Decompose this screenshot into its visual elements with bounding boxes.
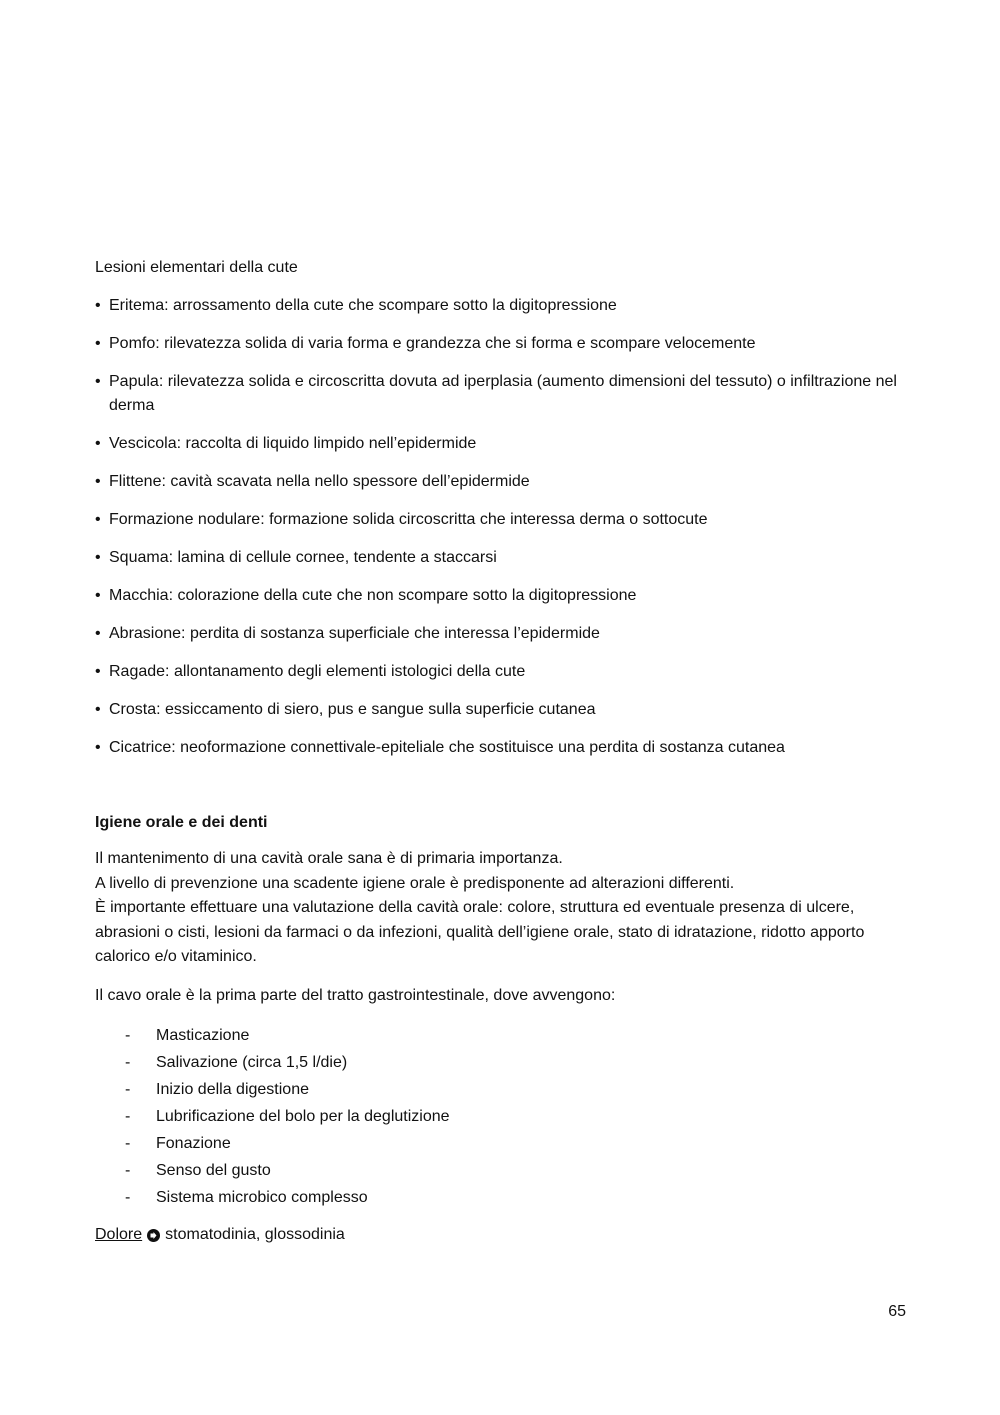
list-item: [95, 432, 910, 456]
section-heading: Igiene orale e dei denti: [95, 814, 268, 831]
dash-marker: -: [125, 1189, 131, 1206]
bullet-marker: •: [95, 335, 101, 352]
bullet-marker: •: [95, 473, 101, 490]
list-item: [95, 1157, 910, 1184]
list-item: [95, 622, 910, 646]
list-item: [95, 470, 910, 494]
list-item-text: Vescicola: raccolta di liquido limpido nell’epidermide: [109, 435, 477, 452]
list-item: [95, 1103, 910, 1130]
list-item: [95, 546, 910, 570]
list-item-text: Lubrificazione del bolo per la deglutizione: [156, 1108, 450, 1125]
bullet-marker: •: [95, 625, 101, 642]
list-item-text: Papula: rilevatezza solida e circoscritta dovuta ad iperplasia (aumento dimensioni del tessuto) o infiltrazione nel derma: [109, 373, 897, 414]
list-item-text: Formazione nodulare: formazione solida circoscritta che interessa derma o sottocute: [109, 511, 708, 528]
list-item: [95, 584, 910, 608]
dash-marker: -: [125, 1054, 131, 1071]
pain-line: [95, 1223, 910, 1247]
list-item: [95, 698, 910, 722]
functions-intro: Il cavo orale è la prima parte del tratto gastrointestinale, dove avvengono:: [95, 986, 616, 1004]
bullet-marker: •: [95, 373, 101, 390]
pain-label: Dolore: [95, 1226, 143, 1243]
list-item-text: Pomfo: rilevatezza solida di varia forma e grandezza che si forma e scompare velocemente: [109, 335, 756, 352]
bullet-marker: •: [95, 701, 101, 718]
list-item-text: Ragade: allontanamento degli elementi istologici della cute: [109, 663, 526, 680]
list-item: [95, 508, 910, 532]
list-item: [95, 1184, 910, 1211]
list-item-text: Sistema microbico complesso: [156, 1189, 368, 1206]
paragraph-line: Il mantenimento di una cavità orale sana è di primaria importanza.: [95, 850, 563, 867]
list-item-text: Cicatrice: neoformazione connettivale-epiteliale che sostituisce una perdita di sostanza cutanea: [109, 739, 785, 756]
list-item-text: Inizio della digestione: [156, 1081, 309, 1098]
bullet-marker: •: [95, 435, 101, 452]
list-item-text: Masticazione: [156, 1027, 250, 1044]
bullet-marker: •: [95, 511, 101, 528]
paragraph-line: A livello di prevenzione una scadente igiene orale è predisponente ad alterazioni differenti.: [95, 874, 735, 892]
bullet-marker: •: [95, 739, 101, 756]
list-item-text: Flittene: cavità scavata nella nello spessore dell’epidermide: [109, 473, 530, 490]
list-item: [95, 736, 910, 760]
functions-list: [95, 1022, 910, 1211]
list-item-text: Abrasione: perdita di sostanza superficiale che interessa l’epidermide: [109, 625, 600, 642]
list-item: [95, 1022, 910, 1049]
dash-marker: -: [125, 1108, 131, 1125]
list-item: [95, 294, 910, 318]
list-item-text: Senso del gusto: [156, 1162, 271, 1179]
list-item: [95, 370, 910, 418]
paragraph-line: È importante effettuare una valutazione della cavità orale: colore, struttura ed eventuale presenza di ulcere, abrasioni o cisti, lesioni da farmaci o da infezioni, qualità dell’igiene orale, stato di idratazione, ridotto apporto calorico e/o vitaminico.: [95, 899, 865, 965]
dash-marker: -: [125, 1135, 131, 1152]
dash-marker: -: [125, 1081, 131, 1098]
intro-paragraph: [95, 847, 910, 970]
list-item-text: Salivazione (circa 1,5 l/die): [156, 1054, 348, 1071]
dash-marker: -: [125, 1162, 131, 1179]
dash-marker: -: [125, 1027, 131, 1044]
lesion-list: [95, 294, 910, 760]
list-item: [95, 660, 910, 684]
list-item: [95, 332, 910, 356]
bullet-marker: •: [95, 297, 101, 314]
list-item-text: Squama: lamina di cellule cornee, tendente a staccarsi: [109, 549, 497, 566]
list-item: [95, 1130, 910, 1157]
list-item-text: Eritema: arrossamento della cute che scompare sotto la digitopressione: [109, 297, 617, 314]
bullet-marker: •: [95, 587, 101, 604]
section-title: Lesioni elementari della cute: [95, 259, 298, 276]
list-item: [95, 1049, 910, 1076]
pain-text: stomatodinia, glossodinia: [165, 1226, 345, 1243]
bullet-marker: •: [95, 549, 101, 566]
page-number: 65: [888, 1303, 906, 1320]
oral-hygiene-section: [95, 811, 910, 1247]
bullet-marker: •: [95, 663, 101, 680]
skin-lesions-section: [95, 256, 910, 774]
arrow-right-circle-icon: [147, 1229, 160, 1242]
list-item-text: Fonazione: [156, 1135, 231, 1152]
list-item-text: Macchia: colorazione della cute che non scompare sotto la digitopressione: [109, 587, 637, 604]
list-item: [95, 1076, 910, 1103]
list-item-text: Crosta: essiccamento di siero, pus e sangue sulla superficie cutanea: [109, 701, 596, 718]
